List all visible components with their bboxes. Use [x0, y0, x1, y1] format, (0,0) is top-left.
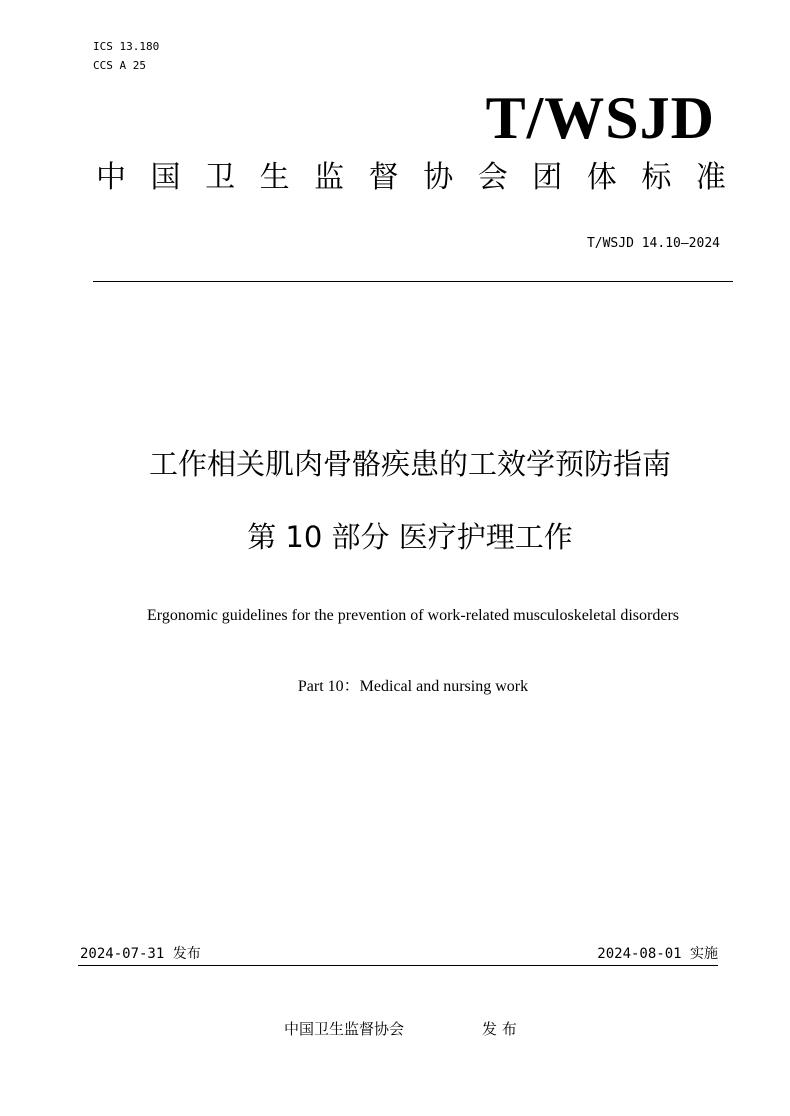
bottom-divider	[78, 965, 718, 966]
organization-title-char: 卫	[205, 160, 236, 195]
organization-title-char: 标	[641, 160, 672, 195]
document-subtitle-en: Part 10：Medical and nursing work	[297, 678, 529, 695]
document-subtitle-cn: 第 10 部分 医疗护理工作	[247, 520, 573, 554]
implementation-date: 2024-08-01 实施	[597, 946, 718, 962]
organization-title-char: 团	[532, 160, 563, 195]
ccs-code: CCS A 25	[93, 59, 146, 72]
publish-label: 发 布	[482, 1020, 517, 1038]
organization-title-char: 准	[695, 160, 726, 195]
organization-title-char: 会	[477, 160, 508, 195]
organization-title-char: 体	[586, 160, 617, 195]
organization-title-char: 中	[96, 160, 126, 195]
publisher-name: 中国卫生监督协会	[284, 1020, 405, 1038]
organization-title	[96, 158, 726, 198]
issue-date: 2024-07-31 发布	[80, 946, 201, 962]
organization-title-char: 监	[314, 160, 345, 195]
organization-title-char: 协	[423, 160, 454, 195]
organization-title-char: 生	[259, 160, 290, 195]
standard-logo: T/WSJD	[485, 85, 715, 151]
standard-code: T/WSJD 14.10—2024	[586, 236, 720, 251]
organization-title-char: 督	[368, 160, 399, 195]
document-title-cn: 工作相关肌肉骨骼疾患的工效学预防指南	[148, 447, 671, 481]
document-title-en: Ergonomic guidelines for the prevention of work-related musculoskeletal disorders	[147, 607, 679, 624]
ics-code: ICS 13.180	[93, 40, 160, 53]
organization-title-char: 国	[150, 160, 181, 195]
top-divider	[93, 281, 733, 282]
